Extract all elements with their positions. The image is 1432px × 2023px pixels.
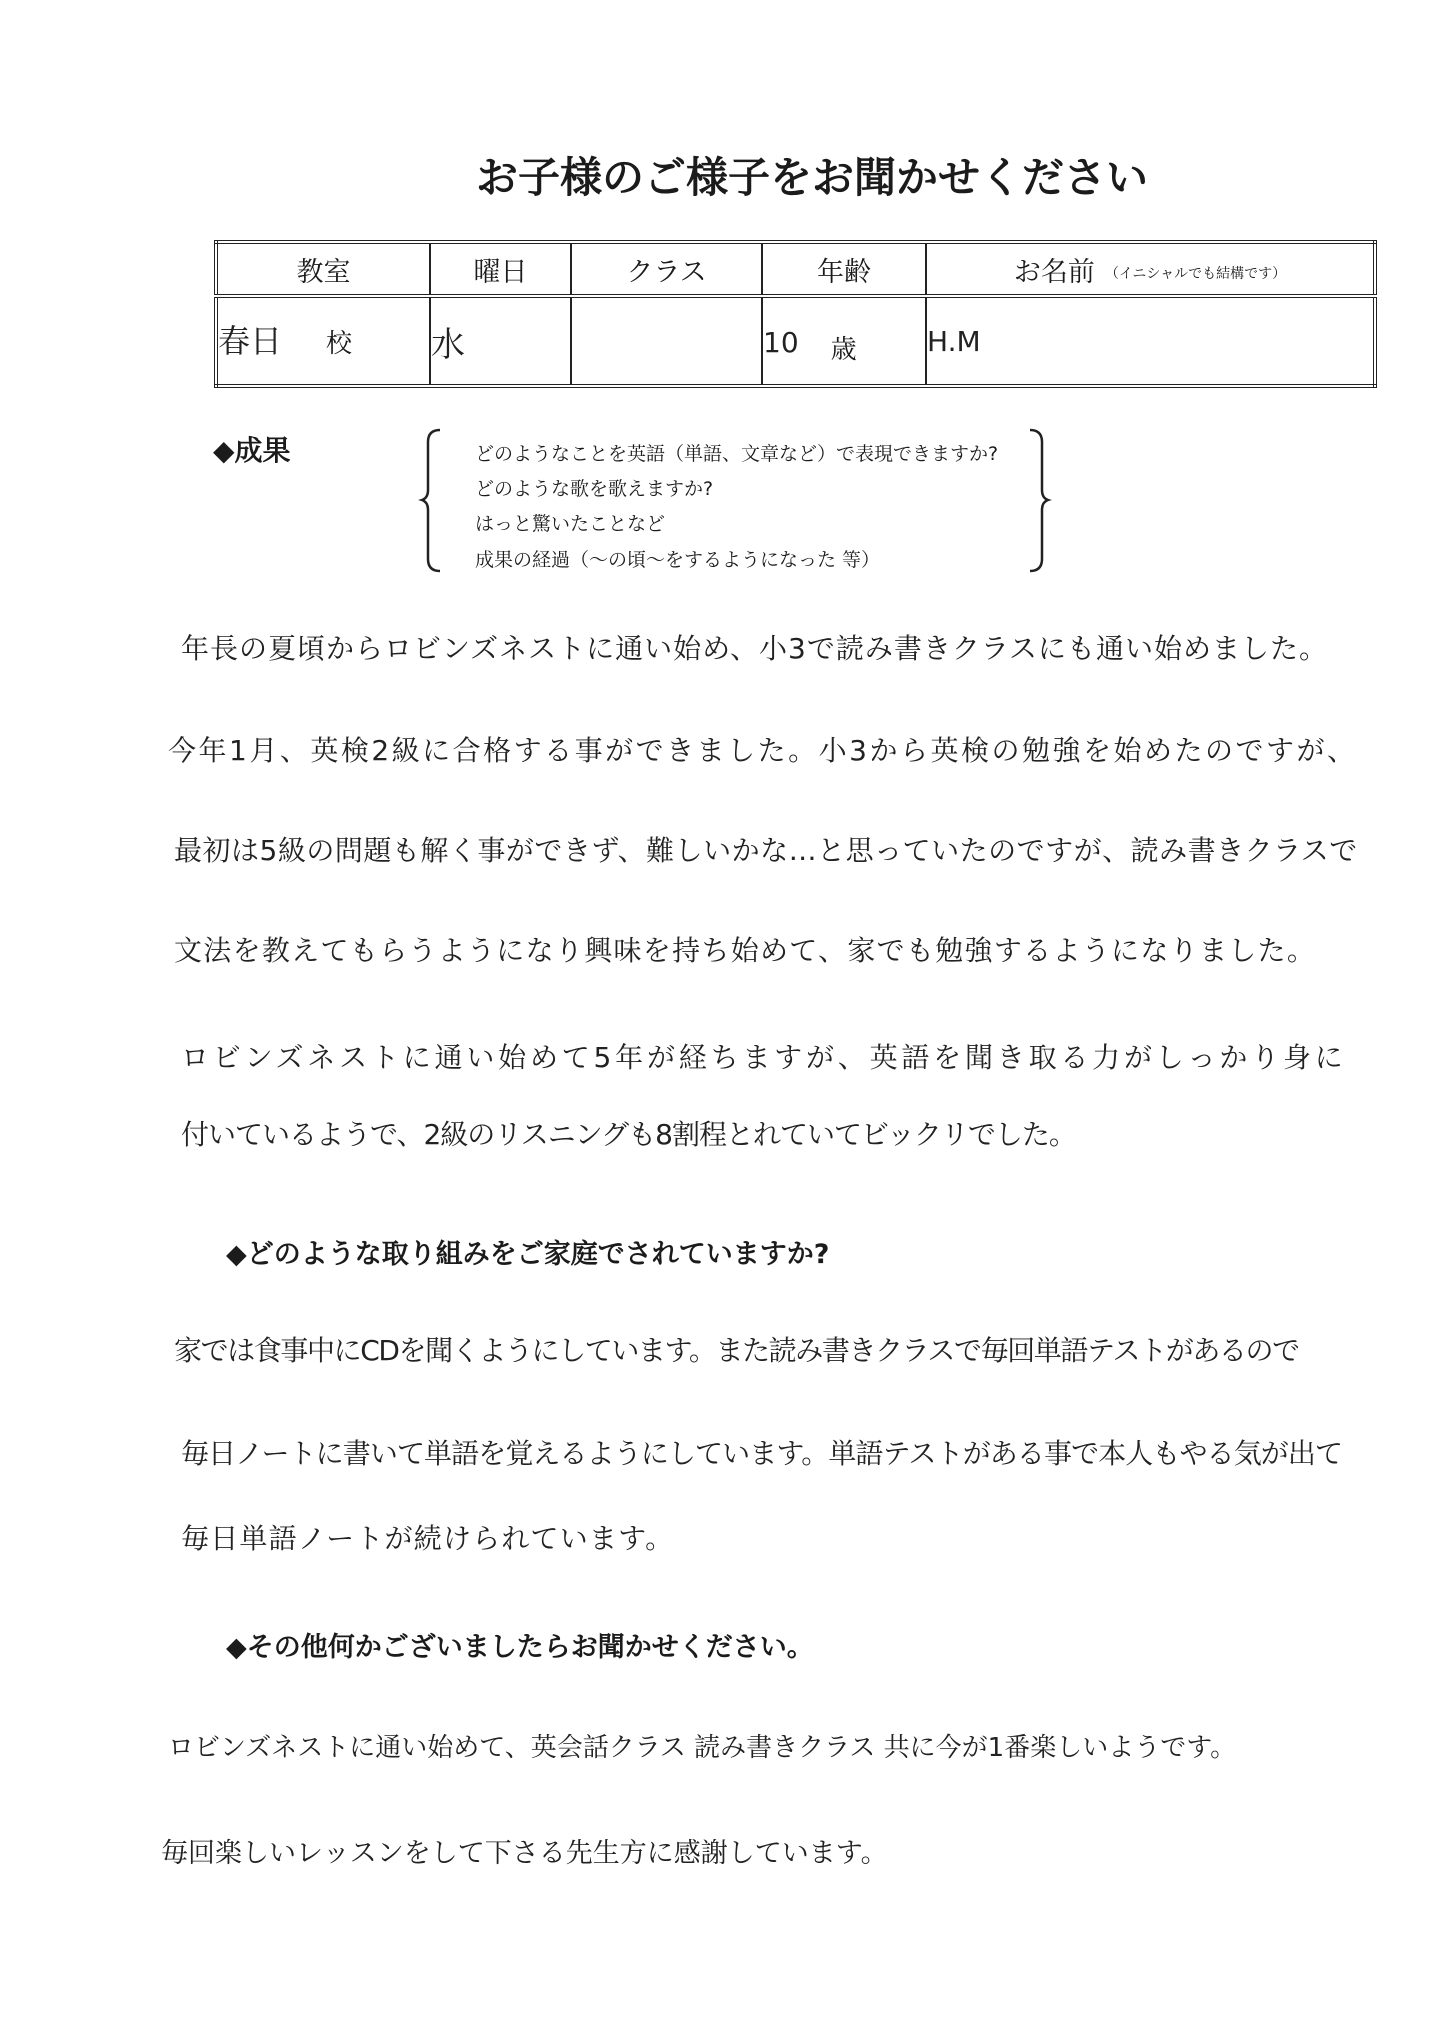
age-number: 10 xyxy=(763,325,799,359)
results-answer-line: ロビンズネストに通い始めて5年が経ちますが、英語を聞き取る力がしっかり身に xyxy=(181,1041,1347,1074)
student-info-table xyxy=(214,240,1377,388)
table-value-row xyxy=(216,296,1375,386)
header-day: 曜日 xyxy=(430,242,571,296)
classroom-handwritten: 春日 xyxy=(218,321,283,360)
page-title: お子様のご様子をお聞かせください xyxy=(476,153,1149,202)
other-comments-answer-line: 毎回楽しいレッスンをして下さる先生方に感謝しています。 xyxy=(161,1838,888,1869)
results-answer-line: 今年1月、英検2級に合格する事ができました。小3から英検の勉強を始めたのですが、 xyxy=(168,734,1358,767)
hint-line: 成果の経過（～の頃～をするようになった 等） xyxy=(475,549,881,571)
home-efforts-answer-line: 毎日単語ノートが続けられています。 xyxy=(181,1522,675,1555)
results-answer-line: 付いているようで、2級のリスニングも8割程とれていてビックリでした。 xyxy=(181,1118,1076,1151)
results-answer-line: 年長の夏頃からロビンズネストに通い始め、小3で読み書きクラスにも通い始めました。 xyxy=(181,632,1329,665)
hint-line: はっと驚いたことなど xyxy=(475,513,666,535)
hint-line: どのようなことを英語（単語、文章など）で表現できますか? xyxy=(475,443,999,465)
value-classroom xyxy=(216,296,430,386)
hint-bracket-right xyxy=(1030,430,1048,571)
other-comments-answer-line: ロビンズネストに通い始めて、英会話クラス 読み書きクラス 共に今が1番楽しいようです。 xyxy=(168,1733,1237,1763)
home-efforts-answer-line: 家では食事中にCDを聞くようにしています。また読み書きクラスで毎回単語テストがあるので xyxy=(174,1334,1299,1367)
header-name-note: （イニシャルでも結構です） xyxy=(1104,266,1287,282)
hint-line: どのような歌を歌えますか? xyxy=(475,478,714,500)
results-answer-line: 文法を教えてもらうようになり興味を持ち始めて、家でも勉強するようになりました。 xyxy=(174,934,1317,967)
header-name xyxy=(926,242,1375,296)
header-class: クラス xyxy=(571,242,762,296)
section-heading-results: ◆成果 xyxy=(213,434,291,467)
home-efforts-answer-line: 毎日ノートに書いて単語を覚えるようにしています。単語テストがある事で本人もやる気が出て xyxy=(181,1437,1343,1470)
hint-bracket-left xyxy=(422,430,440,571)
results-answer-line: 最初は5級の問題も解く事ができず、難しいかな…と思っていたのですが、読み書きクラスで xyxy=(174,834,1358,867)
age-unit: 歳 xyxy=(830,334,857,365)
value-age xyxy=(762,296,926,386)
header-classroom: 教室 xyxy=(216,242,430,296)
header-age: 年齢 xyxy=(762,242,926,296)
classroom-suffix: 校 xyxy=(326,328,353,359)
value-day: 水 xyxy=(430,296,571,386)
value-name: H.M xyxy=(927,324,981,358)
section-heading-other-comments: ◆その他何かございましたらお聞かせください。 xyxy=(226,1632,814,1663)
header-name-label: お名前 xyxy=(1013,256,1095,288)
section-heading-home-efforts: ◆どのような取り組みをご家庭でされていますか? xyxy=(226,1239,830,1270)
table-header-row xyxy=(216,242,1375,296)
value-class xyxy=(571,296,762,386)
